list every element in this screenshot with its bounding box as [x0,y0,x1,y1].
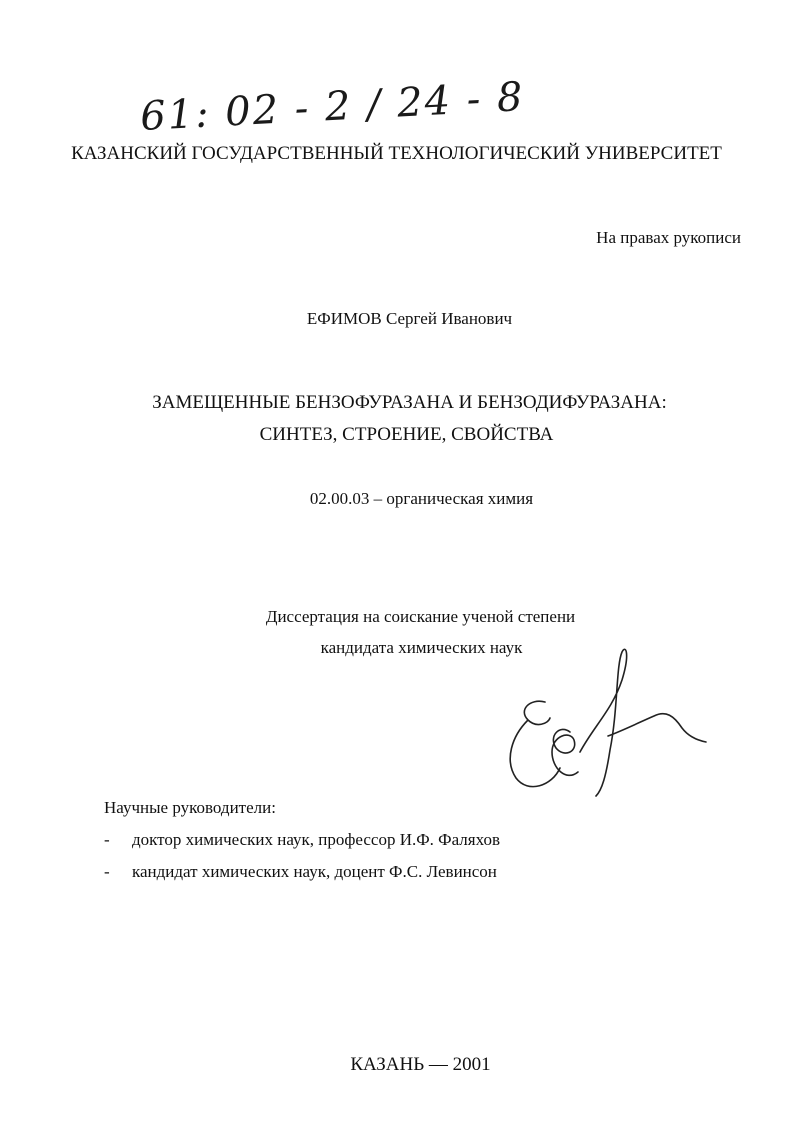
dissertation-title-line-1: ЗАМЕЩЕННЫЕ БЕНЗОФУРАЗАНА И БЕНЗОДИФУРАЗАНА: [152,392,667,413]
supervisor-item [104,862,497,882]
dissertation-title-line-2: СИНТЕЗ, СТРОЕНИЕ, СВОЙСТВА [259,424,554,445]
bullet: - [104,830,110,849]
supervisor-text: кандидат химических наук, доцент Ф.С. Левинсон [132,862,497,881]
author-name: ЕФИМОВ Сергей Иванович [306,309,513,328]
specialty-code: 02.00.03 – органическая химия [309,489,534,508]
supervisor-item [104,830,500,850]
supervisor-text: доктор химических наук, профессор И.Ф. Фаляхов [132,830,500,849]
degree-line-1: Диссертация на соискание ученой степени [265,607,576,626]
rights-note: На правах рукописи [596,228,741,247]
university-name: КАЗАНСКИЙ ГОСУДАРСТВЕННЫЙ ТЕХНОЛОГИЧЕСКИЙ УНИВЕРСИТЕТ [71,143,722,164]
degree-line-2: кандидата химических наук [320,638,523,657]
bullet: - [104,862,110,881]
place-and-year: КАЗАНЬ — 2001 [350,1054,491,1075]
supervisors-heading: Научные руководители: [104,798,276,817]
handwritten-archive-code: 61: 02 - 2 / 24 - 8 [139,73,526,141]
signature [490,640,720,810]
